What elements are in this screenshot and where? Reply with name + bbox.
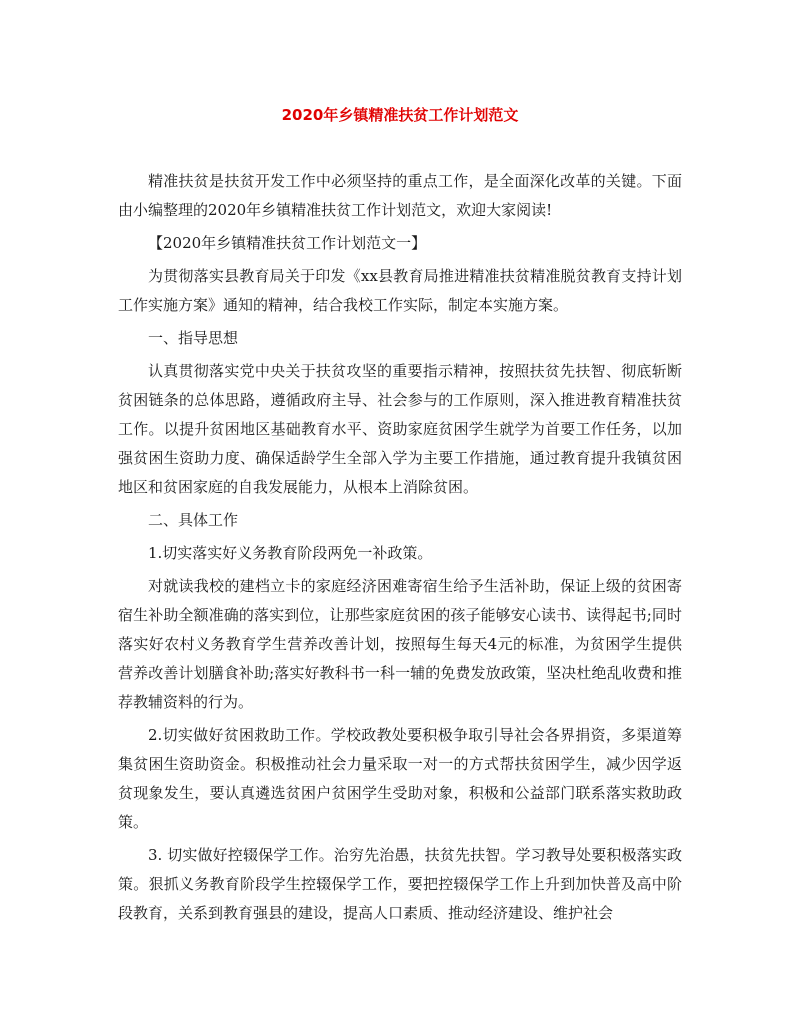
document-title: 2020年乡镇精准扶贫工作计划范文 bbox=[281, 106, 519, 124]
item-1-heading: 1.切实落实好义务教育阶段两免一补政策。 bbox=[148, 544, 433, 562]
heading-guiding-ideology: 一、指导思想 bbox=[148, 329, 239, 347]
guiding-ideology-paragraph: 认真贯彻落实党中央关于扶贫攻坚的重要指示精神，按照扶贫先扶智、彻底斩断贫困链条的总体思路，遵循政府主导、社会参与的工作原则，深入推进教育精准扶贫工作。以提升贫困地区基础教育水平、资助家庭贫困学生就学为首要工作任务，以加强贫困生资助力度、确保适龄学生全部入学为主要工作措施，通过教育提升我镇贫困地区和贫困家庭的自我发展能力，从根本上消除贫困。 bbox=[118, 362, 682, 496]
item-2-paragraph: 2.切实做好贫困救助工作。学校政教处要积极争取引导社会各界捐资，多渠道筹集贫困生资助资金。积极推动社会力量采取一对一的方式帮扶贫困学生，减少因学返贫现象发生，要认真遴选贫困户贫困学生受助对象，积极和公益部门联系落实救助政策。 bbox=[118, 726, 682, 831]
document-body bbox=[118, 167, 682, 932]
item-3-paragraph: 3. 切实做好控辍保学工作。治穷先治愚，扶贫先扶智。学习教导处要积极落实政策。狠抓义务教育阶段学生控辍保学工作，要把控辍保学工作上升到加快普及高中阶段教育，关系到教育强县的建设，提高人口素质、推动经济建设、维护社会 bbox=[118, 846, 682, 922]
section-heading-plan-one: 【2020年乡镇精准扶贫工作计划范文一】 bbox=[148, 234, 427, 252]
heading-specific-work: 二、具体工作 bbox=[148, 511, 239, 529]
purpose-paragraph: 为贯彻落实县教育局关于印发《xx县教育局推进精准扶贫精准脱贫教育支持计划工作实施方案》通知的精神，结合我校工作实际，制定本实施方案。 bbox=[118, 267, 682, 314]
item-1-paragraph: 对就读我校的建档立卡的家庭经济困难寄宿生给予生活补助，保证上级的贫困寄宿生补助全额准确的落实到位，让那些家庭贫困的孩子能够安心读书、读得起书;同时落实好农村义务教育学生营养改善计划，按照每生每天4元的标准，为贫困学生提供营养改善计划膳食补助;落实好教科书一科一辅的免费发放政策，坚决杜绝乱收费和推荐教辅资料的行为。 bbox=[118, 577, 682, 711]
intro-paragraph: 精准扶贫是扶贫开发工作中必须坚持的重点工作，是全面深化改革的关键。下面由小编整理的2020年乡镇精准扶贫工作计划范文，欢迎大家阅读! bbox=[118, 172, 682, 219]
